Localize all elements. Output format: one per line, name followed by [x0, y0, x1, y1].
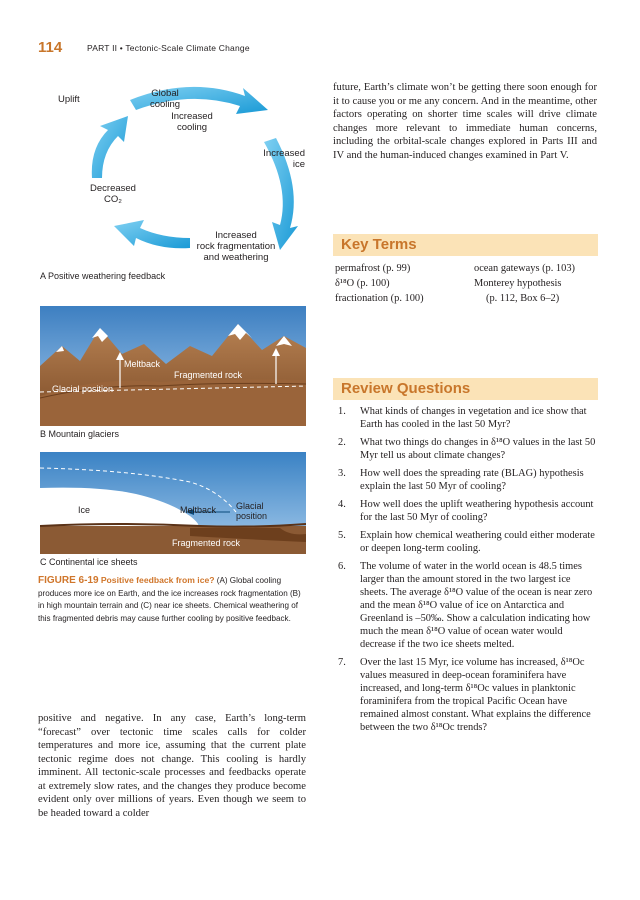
left-body-text	[38, 712, 306, 820]
review-question	[333, 529, 599, 555]
label-line: Decreased	[90, 183, 136, 194]
review-questions-banner	[333, 378, 598, 400]
label-global-cooling	[140, 88, 190, 110]
figure-number: FIGURE 6-19	[38, 575, 99, 586]
question-text: What two things do changes in δ¹⁸O values in the last 50 Myr tell us about climate changes?	[360, 437, 596, 461]
question-text: How well does the uplift weathering hypothesis account for the last 50 Myr of cooling?	[360, 499, 594, 523]
review-questions-list	[333, 405, 599, 739]
label-increased-cooling	[162, 111, 222, 133]
key-terms-banner	[333, 234, 598, 256]
question-number: 7.	[338, 657, 346, 668]
question-text: Explain how chemical weathering could either moderate or deepen long-term cooling.	[360, 530, 595, 554]
label-line: CO₂	[104, 194, 122, 205]
label-line: Increased	[263, 148, 305, 159]
label-line: Increased	[171, 111, 213, 122]
figure-caption	[38, 574, 306, 625]
figure-title: Positive feedback from ice?	[100, 575, 215, 585]
figure-panel-b	[40, 306, 306, 426]
label-line: cooling	[149, 99, 181, 110]
label-line: Glacial	[236, 501, 264, 511]
label-decreased-co2	[80, 183, 146, 205]
key-term: (p. 112, Box 6–2)	[486, 293, 560, 304]
key-term: fractionation (p. 100)	[335, 293, 424, 304]
panel-c-caption: C Continental ice sheets	[40, 557, 138, 567]
label-line: cooling	[176, 122, 208, 133]
key-term: δ¹⁸O (p. 100)	[335, 278, 390, 289]
figure-panel-a	[40, 78, 318, 270]
figure-caption-text: (A) Global cooling produces more ice on Earth, and the ice increases rock fragmentation (B) in high mountain terrain and (C) near ice sheets. Chemical weathering of this fragmented debris may cause further cooling by positive feedback.	[38, 576, 301, 623]
key-term: Monterey hypothesis	[474, 278, 562, 289]
question-number: 3.	[338, 468, 346, 479]
label-uplift: Uplift	[58, 94, 80, 105]
label-line: ice	[292, 159, 305, 170]
question-number: 1.	[338, 406, 346, 417]
label-fragmented-rock-c: Fragmented rock	[172, 538, 241, 548]
key-term: permafrost (p. 99)	[335, 263, 411, 274]
question-number: 2.	[338, 437, 346, 448]
label-ice: Ice	[78, 505, 91, 515]
label-line: rock fragmentation	[196, 241, 276, 252]
cycle-arrow-bottom	[114, 220, 190, 248]
cycle-arrow-left	[92, 116, 128, 178]
question-text: The volume of water in the world ocean is 48.5 times larger than the amount stored in the two largest ice sheets. The average δ¹⁸O value of the ocean is near zero and the mean δ¹⁸O value of ice on Antarctica and Greenland is –50‰. Show a calculation indicating how much the mean δ¹⁸O value of ocean water would decrease if the two ice sheets melted.	[360, 561, 593, 650]
label-line: Increased	[215, 230, 257, 241]
label-meltback-c: Meltback	[180, 505, 217, 515]
panel-b-caption: B Mountain glaciers	[40, 429, 120, 439]
question-text: What kinds of changes in vegetation and ice show that Earth has cooled in the last 50 Myr?	[360, 406, 587, 430]
body-paragraph: positive and negative. In any case, Earth’s long-term “forecast” over tectonic time scales calls for colder temperatures and more ice, assuming that the current plate tectonic regime does not change. This cooling is hardly imminent. All tectonic-scale processes and feedbacks operate at extremely slow rates, and the changes they produce become evident only over millions of years. Even though we seem to be headed toward a colder	[38, 713, 306, 819]
key-terms-heading: Key Terms	[341, 236, 417, 253]
label-glacial-position-c	[236, 501, 267, 521]
running-head: PART II • Tectonic-Scale Climate Change	[87, 43, 250, 53]
page-number: 114	[38, 39, 63, 56]
mountain-glacier-illustration	[40, 306, 306, 426]
review-question	[333, 560, 599, 651]
key-terms-left-column	[335, 261, 475, 306]
question-number: 6.	[338, 561, 346, 572]
key-term: ocean gateways (p. 103)	[474, 263, 575, 274]
key-terms-right-column	[474, 261, 604, 306]
label-increased-ice	[255, 148, 305, 170]
review-question	[333, 498, 599, 524]
label-line: position	[236, 511, 268, 521]
review-question	[333, 405, 599, 431]
review-questions-heading: Review Questions	[341, 380, 471, 397]
review-question	[333, 656, 599, 734]
figure-panel-c	[40, 452, 306, 554]
label-meltback: Meltback	[124, 359, 161, 369]
review-question	[333, 436, 599, 462]
question-number: 5.	[338, 530, 346, 541]
label-fragmented-rock: Fragmented rock	[174, 370, 243, 380]
question-text: Over the last 15 Myr, ice volume has increased, δ¹⁸Oc values measured in deep-ocean foraminifera have increased, and long-term δ¹⁸Oc values in planktonic foraminifera from the tropical Pacific Ocean have remained almost constant. What explains the difference between the two δ¹⁸Oc trends?	[360, 657, 591, 733]
review-question	[333, 467, 599, 493]
label-glacial-position: Glacial position	[52, 384, 114, 394]
question-number: 4.	[338, 499, 346, 510]
right-body-text	[333, 81, 597, 162]
label-line: Global	[151, 88, 179, 99]
label-line: and weathering	[203, 252, 269, 263]
question-text: How well does the spreading rate (BLAG) hypothesis explain the last 50 Myr of cooling?	[360, 468, 584, 492]
label-rock-fragmentation	[188, 230, 284, 263]
panel-a-caption: A Positive weathering feedback	[40, 271, 166, 281]
body-paragraph: future, Earth’s climate won’t be getting there soon enough for it to cause you or me any concern. And in the meantime, other factors operating on shorter time scales will drive climate changes more relevant to immediate human concerns, including the orbital-scale changes explored in Parts III and IV and the human-induced changes examined in Part V.	[333, 82, 597, 161]
